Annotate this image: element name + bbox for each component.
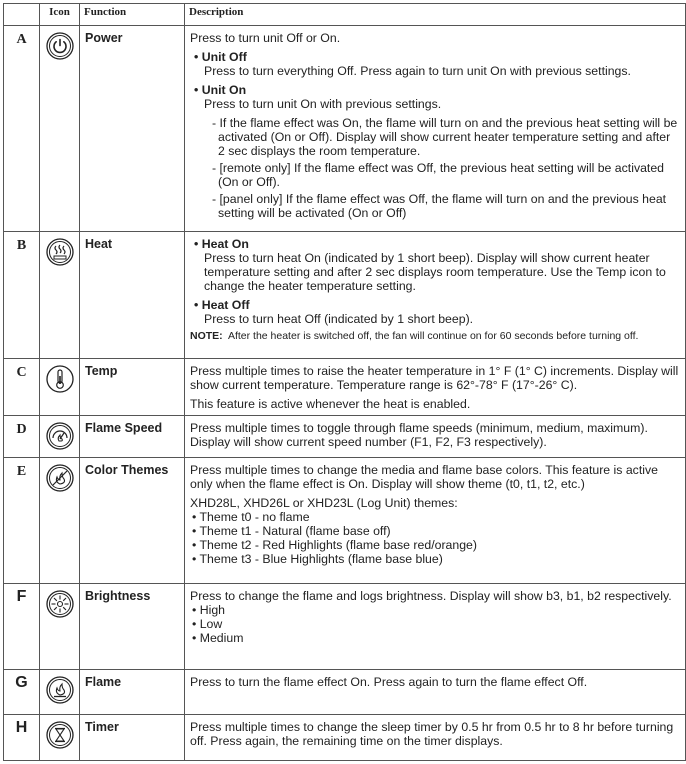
- description-text: Press to turn the flame effect On. Press again to turn the flame effect Off.: [190, 675, 588, 689]
- bullet-title: • Heat On: [194, 237, 249, 251]
- function-name: Timer: [80, 715, 185, 761]
- flame-icon: [46, 676, 74, 704]
- description-text: Press to turn unit Off or On.: [190, 31, 341, 45]
- list-item: • Theme t3 - Blue Highlights (flame base blue): [192, 552, 443, 566]
- thermometer-icon: [46, 365, 74, 393]
- header-function: Function: [80, 4, 185, 26]
- table-row-power: [4, 26, 686, 232]
- flame-speed-icon: [46, 422, 74, 450]
- table-row-timer: [4, 715, 686, 761]
- list-item: • High: [192, 603, 226, 617]
- function-name: Flame: [80, 670, 185, 715]
- function-name: Brightness: [80, 584, 185, 670]
- description-text: Press to turn unit On with previous settings.: [204, 97, 442, 111]
- row-letter: C: [4, 359, 40, 416]
- description-text: Press to change the flame and logs brightness. Display will show b3, b1, b2 respectively.: [190, 589, 672, 603]
- table-row-temp: [4, 359, 686, 416]
- function-name: Heat: [80, 232, 185, 359]
- brightness-icon: [46, 590, 74, 618]
- timer-icon: [46, 721, 74, 749]
- list-item: • Theme t1 - Natural (flame base off): [192, 524, 391, 538]
- function-name: Temp: [80, 359, 185, 416]
- description-text: Press multiple times to toggle through flame speeds (minimum, medium, maximum). Display will show current speed number (F1, F2, F3 respectively).: [190, 421, 648, 449]
- heat-icon: [46, 238, 74, 266]
- row-letter: G: [4, 670, 40, 715]
- description-text: Press multiple times to change the sleep timer by 0.5 hr from 0.5 hr to 8 hr before turning off. Press again, the remaining time on the timer displays.: [190, 720, 674, 748]
- sub-item: - [remote only] If the flame effect was Off, the previous heat setting will be activated (On or Off).: [212, 161, 665, 189]
- function-name: Color Themes: [80, 458, 185, 584]
- row-letter: B: [4, 232, 40, 359]
- row-letter: F: [4, 584, 40, 670]
- description-text: Press to turn heat On (indicated by 1 short beep). Display will show current heater temperature setting and after 2 sec displays room temperature. Use the Temp icon to change the heater temperature setting.: [204, 251, 666, 293]
- list-item: • Theme t2 - Red Highlights (flame base red/orange): [192, 538, 477, 552]
- header-description: Description: [185, 4, 686, 26]
- row-letter: D: [4, 416, 40, 458]
- table-row-color-themes: [4, 458, 686, 584]
- sub-item: - [panel only] If the flame effect was Off, the flame will turn on and the previous heat setting will be activated (On or Off): [212, 192, 667, 220]
- description-text: Press multiple times to change the media and flame base colors. This feature is active only when the flame effect is On. Display will show theme (t0, t1, t2, etc.): [190, 463, 658, 491]
- header-icon: Icon: [40, 4, 80, 26]
- list-item: • Theme t0 - no flame: [192, 510, 310, 524]
- bullet-title: • Unit Off: [194, 50, 247, 64]
- description-text: Press multiple times to raise the heater temperature in 1° F (1° C) increments. Display will show current temperature. Temperature range is 62°-78° F (17°-26° C).: [190, 364, 679, 392]
- row-letter: E: [4, 458, 40, 584]
- function-name: Power: [80, 26, 185, 232]
- table-row-flame-speed: [4, 416, 686, 458]
- description-text: XHD28L, XHD26L or XHD23L (Log Unit) themes:: [190, 496, 458, 510]
- row-letter: A: [4, 26, 40, 232]
- note-text: After the heater is switched off, the fan will continue on for 60 seconds before turning off.: [227, 330, 639, 342]
- function-table: [3, 3, 686, 761]
- table-row-brightness: [4, 584, 686, 670]
- table-row-flame: [4, 670, 686, 715]
- power-icon: [46, 32, 74, 60]
- description-text: Press to turn heat Off (indicated by 1 short beep).: [204, 312, 474, 326]
- bullet-title: • Heat Off: [194, 298, 250, 312]
- list-item: • Medium: [192, 631, 244, 645]
- sub-item: - If the flame effect was On, the flame will turn on and the previous heat setting will be activated (On or Off). Display will show current heater temperature setting and after 2 sec displays the room temperature.: [212, 116, 678, 158]
- row-letter: H: [4, 715, 40, 761]
- bullet-title: • Unit On: [194, 83, 247, 97]
- description-text: Press to turn everything Off. Press again to turn unit On with previous settings.: [204, 64, 631, 78]
- list-item: • Low: [192, 617, 223, 631]
- description-text: This feature is active whenever the heat is enabled.: [190, 397, 471, 411]
- color-themes-icon: [46, 464, 74, 492]
- table-row-heat: [4, 232, 686, 359]
- function-name: Flame Speed: [80, 416, 185, 458]
- table-header-row: [4, 4, 686, 26]
- header-letter: [4, 4, 40, 26]
- note-label: NOTE:: [190, 330, 223, 342]
